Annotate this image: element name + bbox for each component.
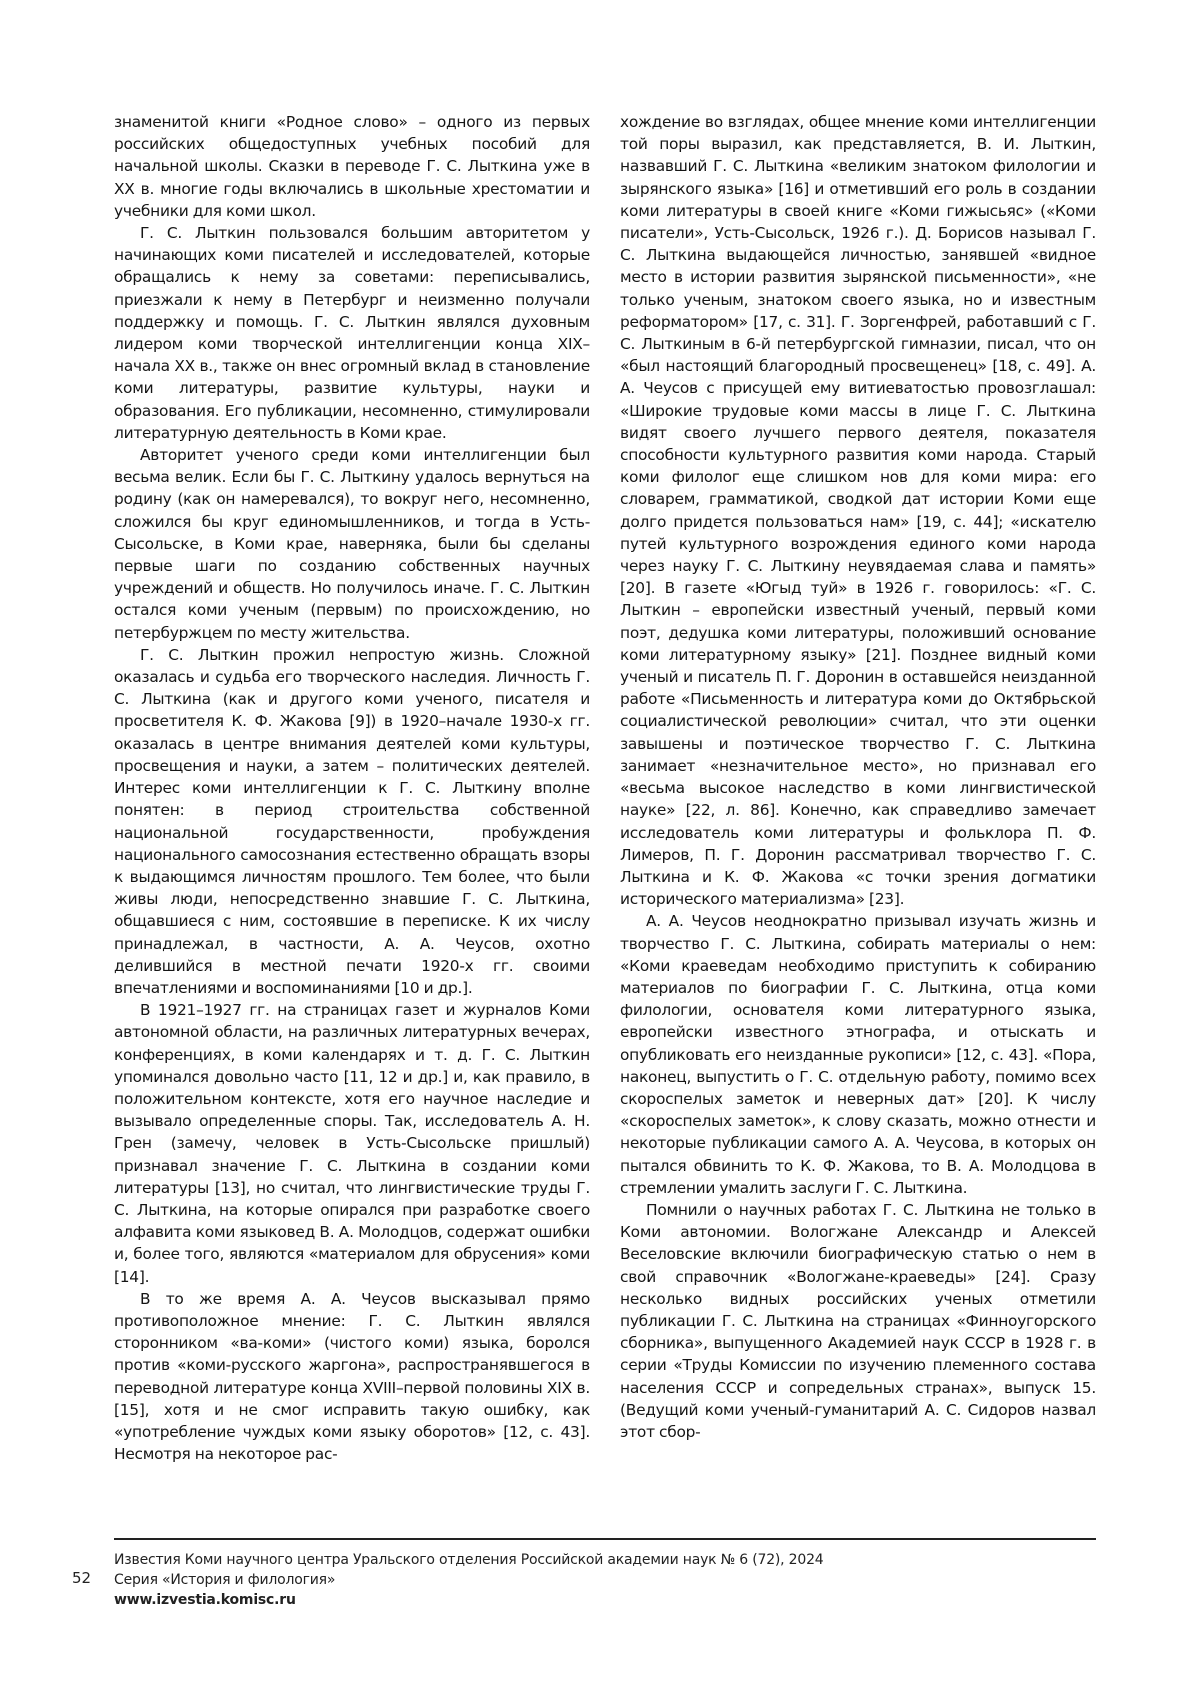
paragraph: Помнили о научных работах Г. С. Лыткина не только в Коми автономии. Вологжане Александр и Алексей Веселовские включили биографическую статью о нем в свой справочник «Вологжане-краеведы» [24]. Сразу несколько видных российских ученых отметили публикации Г. С. Лыткина на страницах «Финноугорского сборника», выпущенного Академией наук СССР в 1928 г. в серии «Труды Комиссии по изучению племенного состава населения СССР и сопредельных странах», выпуск 15. (Ведущий коми ученый-гуманитарий А. С. Сидоров назвал этот сбор- <box>620 1200 1096 1441</box>
paragraph: А. А. Чеусов неоднократно призывал изучать жизнь и творчество Г. С. Лыткина, собирать материалы о нем: «Коми краеведам необходимо приступить к собиранию материалов по биографии Г. С. Лыткина, отца коми филологии, основателя коми литературного языка, европейски известного этнографа, и отыскать и опубликовать его неизданные рукописи» [12, с. 43]. «Пора, наконец, выпустить о Г. С. отдельную работу, помимо всех скороспелых заметок и неверных дат» [20]. К числу «скороспелых заметок», к слову сказать, можно отнести и некоторые публикации самого А. А. Чеусова, в которых он пытался обвинить то К. Ф. Жакова, то В. А. Молодцова в стремлении умалить заслуги Г. С. Лыткина. <box>620 912 1096 1197</box>
paragraph: Авторитет ученого среди коми интеллигенции был весьма велик. Если бы Г. С. Лыткину удалось вернуться на родину (как он намеревался), то вокруг него, несомненно, сложился бы круг единомышленников, и тогда в Усть-Сысольске, в Коми крае, наверняка, были бы сделаны первые шаги по созданию собственных научных учреждений и обществ. Но получилось иначе. Г. С. Лыткин остался коми ученым (первым) по происхождению, но петербуржцем по месту жительства. <box>114 446 590 642</box>
paragraph: Г. С. Лыткин пользовался большим авторитетом у начинающих коми писателей и исследователей, которые обращались к нему за советами: переписывались, приезжали к нему в Петербург и неизменно получали поддержку и помощь. Г. С. Лыткин являлся духовным лидером коми творческой интеллигенции конца XIX–начала XX в., также он внес огромный вклад в становление коми литературы, развитие культуры, науки и образования. Его публикации, несомненно, стимулировали литературную деятельность в Коми крае. <box>114 224 590 442</box>
journal-title: Известия Коми научного центра Уральского отделения Российской академии наук № 6 (72), 2024 <box>114 1552 824 1568</box>
journal-series: Серия «История и филология» <box>114 1572 336 1588</box>
page-number: 52 <box>72 1569 92 1587</box>
journal-url: www.izvestia.komisc.ru <box>114 1592 296 1608</box>
left-column <box>114 111 590 1521</box>
paragraph: хождение во взглядах, общее мнение коми интеллигенции той поры выразил, как представляется, В. И. Лыткин, назвавший Г. С. Лыткина «великим знатоком филологии и зырянского языка» [16] и отметивший его роль в создании коми литературы в своей книге «Коми гижысьяс» («Коми писатели», Усть-Сысольск, 1926 г.). Д. Борисов называл Г. С. Лыткина выдающейся личностью, занявшей «видное место в истории развития зырянской письменности», «не только ученым, знатоком своего языка, но и известным реформатором» [17, с. 31]. Г. Зоргенфрей, работавший с Г. С. Лыткиным в 6-й петербургской гимназии, писал, что он «был настоящий благородный просвещенец» [18, с. 49]. А. А. Чеусов с присущей ему витиеватостью провозглашал: «Широкие трудовые коми массы в лице Г. С. Лыткина видят своего лучшего первого деятеля, показателя способности культурного развития коми народа. Старый коми филолог еще слишком нов для коми мира: его словарем, грамматикой, сводкой дат истории Коми еще долго придется пользоваться нам» [19, с. 44]; «искателю путей культурного возрождения единого коми народа через науку Г. С. Лыткину неувядаемая слава и память» [20]. В газете «Югыд туй» в 1926 г. говорилось: «Г. С. Лыткин – европейски известный ученый, первый коми поэт, дедушка коми литературы, положивший основание коми литературному языку» [21]. Позднее видный коми ученый и писатель П. Г. Доронин в оставшейся неизданной работе «Письменность и литература коми до Октябрьской социалистической революции» считал, что эти оценки завышены и поэтическое творчество Г. С. Лыткина занимает «незначительное место», но признавал его «весьма высокое наследство в коми лингвистической науке» [22, л. 86]. Конечно, как справедливо замечает исследователь коми литературы и фольклора П. Ф. Лимеров, П. Г. Доронин рассматривал творчество Г. С. Лыткина и К. Ф. Жакова «с точки зрения догматики исторического материализма» [23]. <box>620 113 1096 909</box>
journal-footer <box>114 1550 1014 1610</box>
paragraph: знаменитой книги «Родное слово» – одного из первых российских общедоступных учебных пособий для начальной школы. Сказки в переводе Г. С. Лыткина уже в XX в. многие годы включались в школьные хрестоматии и учебники для коми школ. <box>114 113 590 220</box>
footer-divider <box>114 1538 1096 1540</box>
paragraph: Г. С. Лыткин прожил непростую жизнь. Сложной оказалась и судьба его творческого наследия. Личность Г. С. Лыткина (как и другого коми ученого, писателя и просветителя К. Ф. Жакова [9]) в 1920–начале 1930-х гг. оказалась в центре внимания деятелей коми культуры, просвещения и науки, а затем – политических деятелей. Интерес коми интеллигенции к Г. С. Лыткину вполне понятен: в период строительства собственной национальной государственности, пробуждения национального самосознания естественно обращать взоры к выдающимся личностям прошлого. Тем более, что были живы люди, непосредственно знавшие Г. С. Лыткина, общавшиеся с ним, состоявшие в переписке. К их числу принадлежал, в частности, А. А. Чеусов, охотно делившийся в местной печати 1920-х гг. своими впечатлениями и воспоминаниями [10 и др.]. <box>114 645 590 997</box>
paragraph: В то же время А. А. Чеусов высказывал прямо противоположное мнение: Г. С. Лыткин являлся сторонником «ва-коми» (чистого коми) языка, боролся против «коми-русского жаргона», распространявшегося в переводной литературе конца XVIII–первой половины XIX в. [15], хотя и не смог исправить такую ошибку, как «употребление чуждых коми языку оборотов» [12, с. 43]. Несмотря на некоторое рас- <box>114 1289 590 1464</box>
right-column <box>620 111 1096 1521</box>
paragraph: В 1921–1927 гг. на страницах газет и журналов Коми автономной области, на различных литературных вечерах, конференциях, в коми календарях и т. д. Г. С. Лыткин упоминался довольно часто [11, 12 и др.] и, как правило, в положительном контексте, хотя его научное наследие и вызывало определенные споры. Так, исследователь А. Н. Грен (замечу, человек в Усть-Сысольске пришлый) признавал значение Г. С. Лыткина в создании коми литературы [13], но считал, что лингвистические труды Г. С. Лыткина, на которые опирался при разработке своего алфавита коми языковед В. А. Молодцов, содержат ошибки и, более того, являются «материалом для обрусения» коми [14]. <box>114 1001 590 1286</box>
article-body <box>114 111 1096 1521</box>
